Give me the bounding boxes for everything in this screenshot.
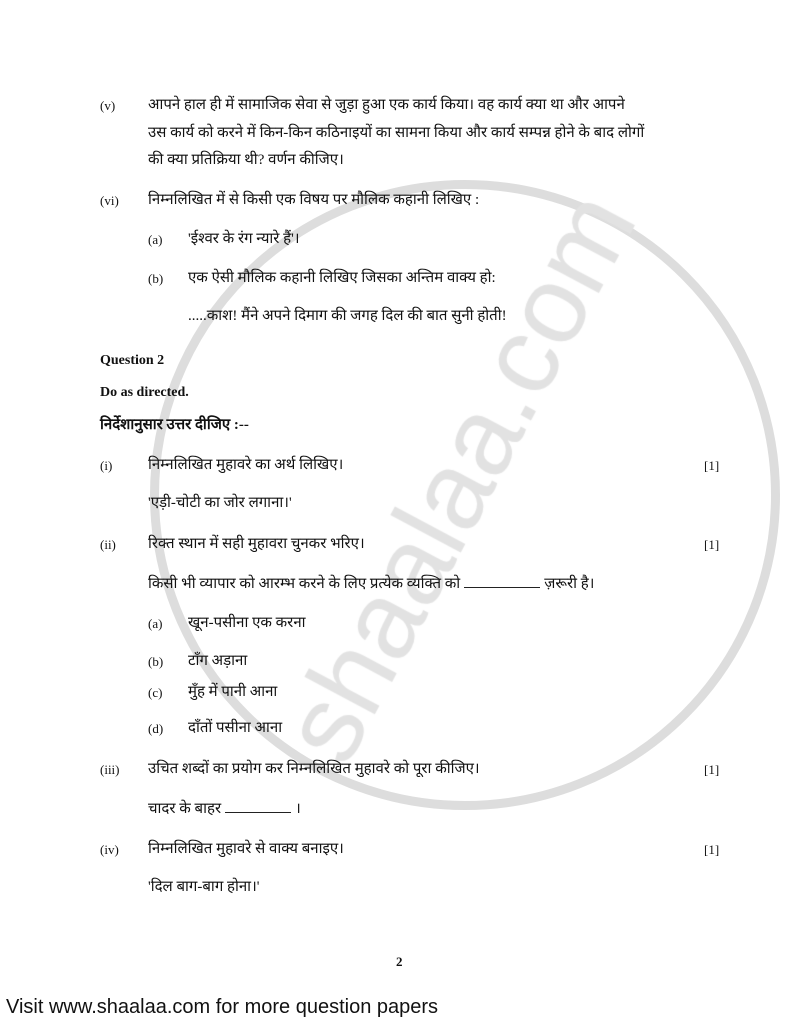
q1-v-line: की क्या प्रतिक्रिया थी? वर्णन कीजिए।	[148, 152, 344, 168]
q2-ii-label: (ii)	[100, 537, 116, 552]
q1-vi-text: निम्नलिखित में से किसी एक विषय पर मौलिक कहानी लिखिए :	[148, 192, 480, 208]
option-d-text: दाँतों पसीना आना	[188, 720, 283, 736]
q2-iv-text: निम्नलिखित मुहावरे से वाक्य बनाइए।	[148, 841, 344, 857]
directive-hi: निर्देशानुसार उत्तर दीजिए :--	[100, 417, 249, 433]
q2-ii-marks: [1]	[704, 537, 720, 552]
blank-line	[225, 800, 291, 813]
q1-v-line: उस कार्य को करने में किन-किन कठिनाइयों का सामना किया और कार्य सम्पन्न होने के बाद लोगों	[148, 125, 645, 141]
page-number: 2	[396, 954, 403, 969]
q1-v-label: (v)	[100, 98, 116, 113]
q2-ii-text: रिक्त स्थान में सही मुहावरा चुनकर भरिए।	[148, 536, 365, 552]
q1-v-line: आपने हाल ही में सामाजिक सेवा से जुड़ा हुआ एक कार्य किया। वह कार्य क्या था और आपने	[148, 97, 625, 113]
q1-vi-b-quote: .....काश! मैंने अपने दिमाग की जगह दिल की बात सुनी होती!	[188, 308, 507, 324]
q2-i-text: निम्नलिखित मुहावरे का अर्थ लिखिए।	[148, 457, 344, 473]
option-c-label: (c)	[148, 685, 163, 700]
q1-vi-b-text: एक ऐसी मौलिक कहानी लिखिए जिसका अन्तिम वाक्य हो:	[188, 270, 496, 286]
q2-iii-marks: [1]	[704, 762, 720, 777]
q2-ii-sub-before: किसी भी व्यापार को आरम्भ करने के लिए प्रत्येक व्यक्ति को	[148, 576, 461, 592]
q2-i-sub: 'एड़ी-चोटी का जोर लगाना।'	[148, 495, 292, 511]
q1-vi-label: (vi)	[100, 193, 119, 208]
q2-i-marks: [1]	[704, 458, 720, 473]
q2-iii-sub	[148, 800, 301, 818]
footer-link[interactable]: Visit www.shaalaa.com for more question papers	[6, 996, 439, 1018]
q2-i-label: (i)	[100, 458, 113, 473]
q1-vi-a-label: (a)	[148, 232, 163, 247]
q2-iv-label: (iv)	[100, 842, 119, 857]
q1-vi-b-label: (b)	[148, 271, 164, 286]
q1-vi-a-text: 'ईश्वर के रंग न्यारे हैं'।	[188, 231, 300, 247]
q2-iii-sub-after: ।	[295, 801, 301, 817]
q2-iv-marks: [1]	[704, 842, 720, 857]
q2-iii-label: (iii)	[100, 762, 120, 777]
q2-ii-sub	[148, 575, 594, 593]
option-a-text: खून-पसीना एक करना	[188, 615, 306, 631]
option-b-label: (b)	[148, 654, 164, 669]
blank-line	[464, 575, 540, 588]
option-b-text: टाँग अड़ाना	[188, 653, 248, 669]
option-a-label: (a)	[148, 616, 163, 631]
q2-iv-sub: 'दिल बाग-बाग होना।'	[148, 879, 260, 895]
q2-iii-text: उचित शब्दों का प्रयोग कर निम्नलिखित मुहावरे को पूरा कीजिए।	[148, 761, 480, 777]
q2-ii-sub-after: ज़रूरी है।	[544, 576, 595, 592]
question-2-title: Question 2	[100, 353, 165, 368]
option-c-text: मुँह में पानी आना	[188, 684, 278, 700]
option-d-label: (d)	[148, 721, 164, 736]
directive-en: Do as directed.	[100, 385, 189, 400]
q2-iii-sub-before: चादर के बाहर	[148, 801, 222, 817]
